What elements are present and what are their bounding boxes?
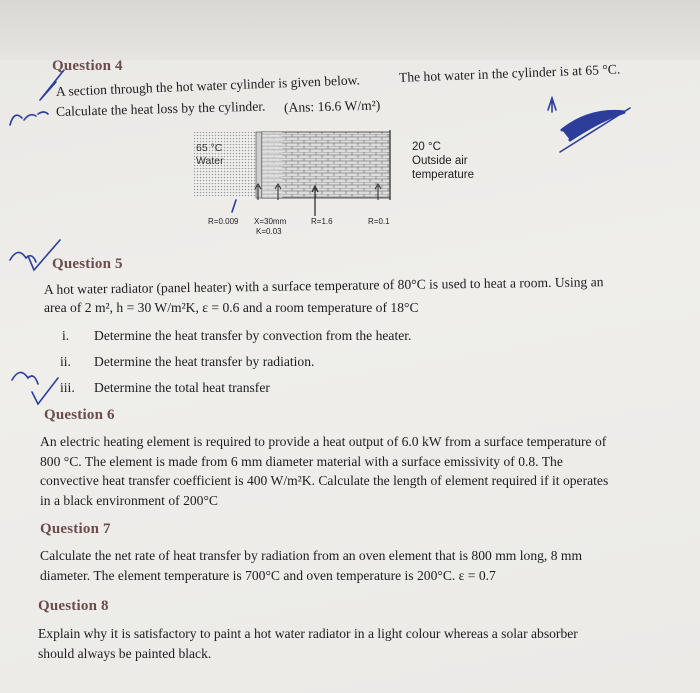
q4-text-line1b: The hot water in the cylinder is at 65 °C.: [398, 61, 621, 85]
q7-line-2: diameter. The element temperature is 700°C and oven temperature is 200°C. ε = 0.7: [40, 567, 496, 583]
q5-tick-mark: [10, 240, 60, 270]
q6-line-2: 800 °C. The element is made from 6 mm diameter material with a surface emissivity of 0.8. The: [40, 453, 563, 469]
q4-answer: (Ans: 16.6 W/m²): [283, 97, 381, 115]
r3-label: R=0.1: [368, 217, 390, 226]
k-label: K=0.03: [256, 227, 282, 236]
q5-item-text-3: Determine the total heat transfer: [94, 380, 270, 395]
q5-item-num-2: ii.: [60, 354, 71, 369]
q4-tick-mark: [40, 70, 64, 100]
outside-temp-label: 20 °C: [412, 141, 441, 153]
q8-line-1: Explain why it is satisfactory to paint a hot water radiator in a light colour whereas a solar absorber: [38, 626, 578, 641]
q5-item-num-3: iii.: [60, 380, 75, 395]
q5-item-text-1: Determine the heat transfer by convection from the heater.: [94, 328, 412, 343]
q6-line-4: in a black environment of 200°C: [40, 492, 218, 508]
q6-tick-mark: [12, 372, 58, 404]
q6-line-1: An electric heating element is required to provide a heat output of 6.0 kW from a surface temperature of: [40, 434, 607, 449]
ink-stroke-diagram: [232, 200, 236, 212]
r2-label: R=1.6: [311, 217, 333, 226]
outside-air-label: Outside air: [412, 155, 468, 167]
x-label: X=30mm: [254, 217, 287, 226]
ink-arrow-up: [548, 98, 556, 112]
q4-text-line1a: A section through the hot water cylinder is given below.: [55, 72, 361, 99]
q5-heading: Question 5: [52, 256, 123, 272]
water-label: Water: [196, 155, 224, 167]
q7-line-1: Calculate the net rate of heat transfer by radiation from an oven element that is 800 mm long, 8 mm: [40, 548, 583, 563]
q4-text-line2: Calculate the heat loss by the cylinder.: [55, 98, 266, 119]
q8-heading: Question 8: [38, 598, 109, 614]
q4-ink-scribble: [10, 112, 48, 125]
q5-item-text-2: Determine the heat transfer by radiation.: [94, 354, 315, 369]
ink-scribble-blob: [562, 111, 625, 140]
q7-heading: Question 7: [40, 521, 111, 537]
q8-line-2: should always be painted black.: [38, 645, 212, 661]
q5-item-num-1: i.: [62, 328, 70, 343]
outside-temperature-label: temperature: [412, 169, 475, 181]
q4-heading: Question 4: [52, 58, 123, 74]
q6-line-3: convective heat transfer coefficient is 400 W/m²K. Calculate the length of element required if it operates: [40, 473, 609, 488]
q5-text-line1: A hot water radiator (panel heater) with a surface temperature of 80°C is used to heat a room. Using an: [43, 274, 604, 297]
r1-label: R=0.009: [208, 217, 239, 226]
q6-heading: Question 6: [44, 407, 115, 423]
q5-text-line2: area of 2 m², h = 30 W/m²K, ε = 0.6 and a room temperature of 18°C: [44, 300, 419, 315]
water-temp-label: 65 °C: [196, 142, 223, 154]
